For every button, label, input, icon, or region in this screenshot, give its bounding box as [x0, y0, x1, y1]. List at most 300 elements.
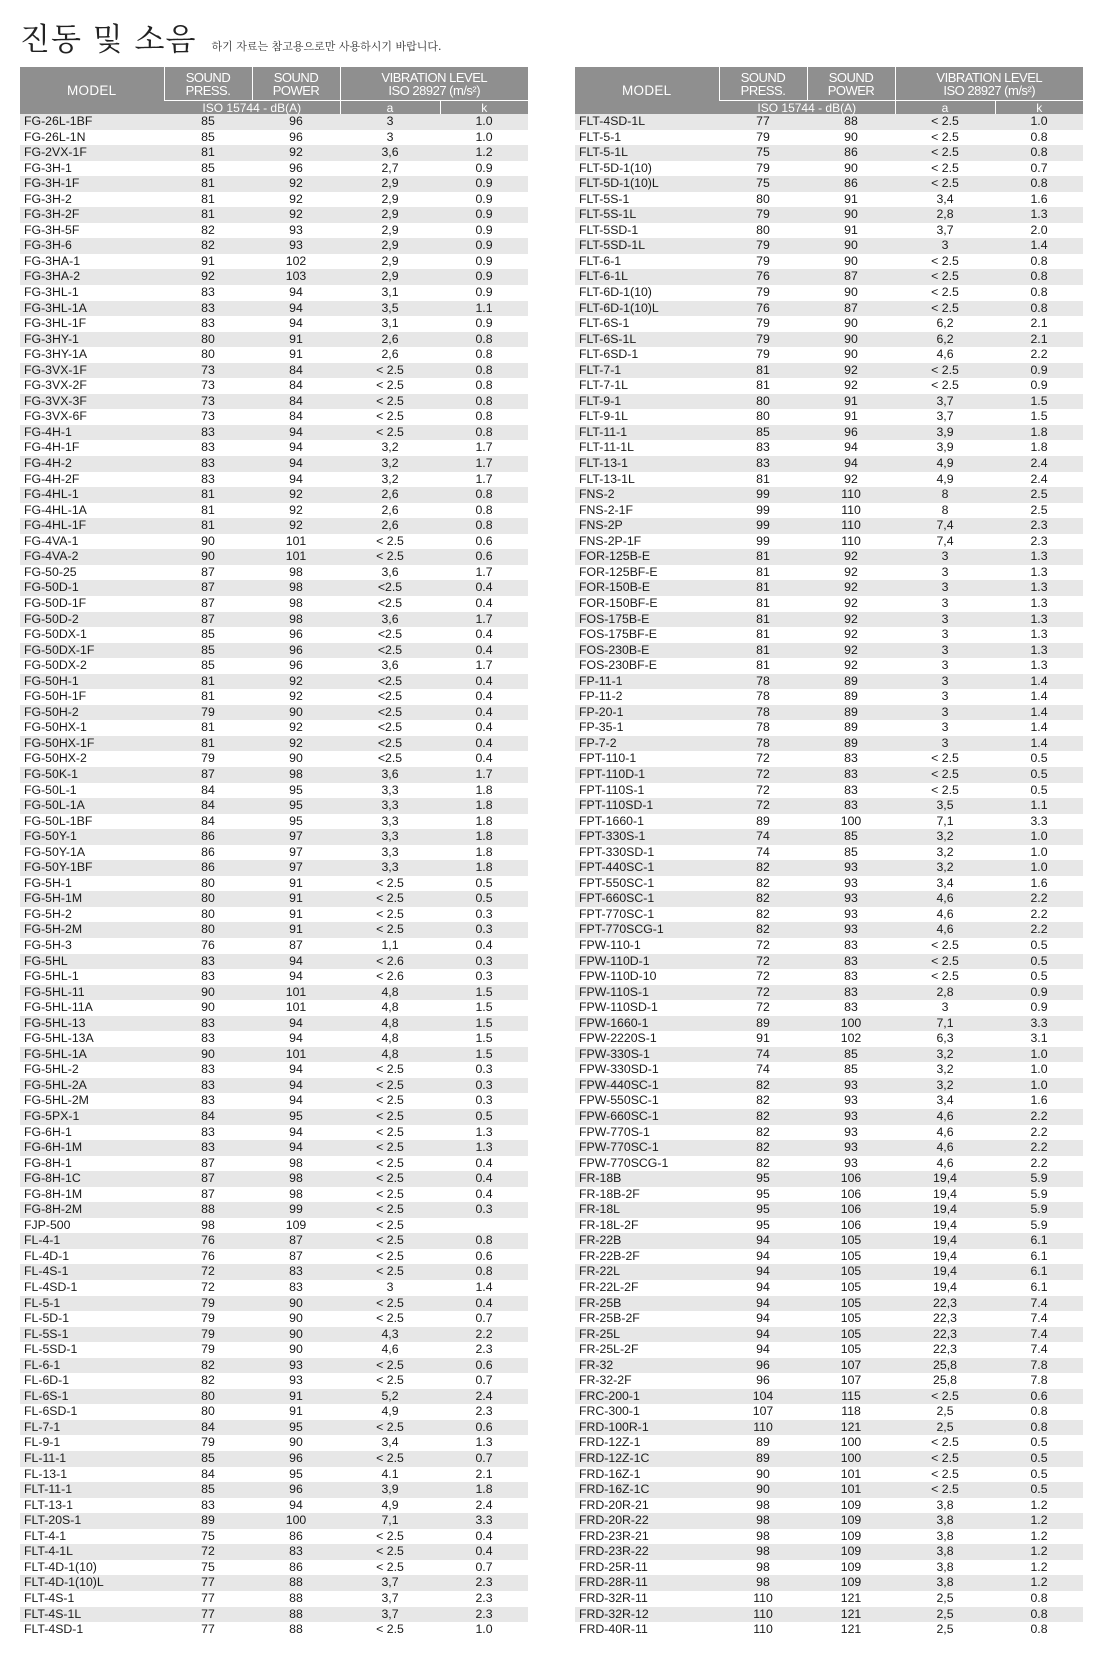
cell-sound-press: 87	[164, 612, 252, 628]
cell-sound-press: 99	[719, 487, 807, 503]
cell-sound-press: 87	[164, 767, 252, 783]
cell-sound-power: 100	[252, 1513, 340, 1529]
cell-sound-press: 72	[164, 1544, 252, 1560]
page-title: 진동 및 소음	[20, 22, 197, 58]
cell-vibration-k: 1.3	[995, 612, 1083, 628]
cell-vibration-k: 0.8	[440, 1233, 528, 1249]
table-row	[20, 1358, 528, 1374]
cell-sound-power: 96	[252, 130, 340, 146]
table-row	[20, 425, 528, 441]
cell-model: FG-50HX-2	[20, 751, 164, 767]
cell-sound-power: 94	[252, 456, 340, 472]
cell-model: FL-11-1	[20, 1451, 164, 1467]
cell-model: FRD-40R-11	[575, 1622, 719, 1638]
cell-model: FG-50D-1F	[20, 596, 164, 612]
cell-vibration-k: 1.0	[995, 114, 1083, 130]
cell-sound-press: 80	[719, 409, 807, 425]
cell-model: FR-32-2F	[575, 1373, 719, 1389]
cell-vibration-k: 0.8	[995, 1607, 1083, 1623]
cell-sound-press: 81	[719, 378, 807, 394]
cell-model: FG-4H-1	[20, 425, 164, 441]
cell-sound-power: 92	[807, 612, 895, 628]
cell-model: FLT-6-1	[575, 254, 719, 270]
cell-sound-power: 85	[807, 1047, 895, 1063]
table-row	[575, 1218, 1083, 1234]
cell-sound-power: 87	[252, 1233, 340, 1249]
cell-sound-press: 110	[719, 1591, 807, 1607]
cell-vibration-a: 7,1	[895, 1016, 995, 1032]
cell-sound-press: 86	[164, 845, 252, 861]
cell-vibration-k: 2.2	[995, 907, 1083, 923]
table-row	[20, 549, 528, 565]
table-row	[20, 130, 528, 146]
cell-vibration-a: 3,2	[895, 845, 995, 861]
cell-vibration-k: 2.3	[995, 534, 1083, 550]
cell-vibration-a: < 2.5	[340, 1264, 440, 1280]
cell-model: FG-3H-5F	[20, 223, 164, 239]
cell-model: FPW-1660-1	[575, 1016, 719, 1032]
cell-vibration-a: 6,3	[895, 1031, 995, 1047]
cell-sound-power: 94	[252, 954, 340, 970]
cell-sound-power: 87	[252, 938, 340, 954]
cell-sound-power: 93	[252, 223, 340, 239]
cell-sound-power: 88	[252, 1622, 340, 1638]
cell-vibration-k: 2.1	[995, 316, 1083, 332]
cell-vibration-k: 1.2	[995, 1529, 1083, 1545]
cell-vibration-a: < 2.5	[340, 1622, 440, 1638]
cell-sound-power: 83	[252, 1280, 340, 1296]
table-header	[575, 67, 1083, 114]
cell-model: FG-5PX-1	[20, 1109, 164, 1125]
table-row	[20, 751, 528, 767]
cell-vibration-a: 3,3	[340, 860, 440, 876]
cell-sound-press: 79	[719, 161, 807, 177]
cell-model: FP-20-1	[575, 705, 719, 721]
cell-sound-press: 81	[719, 565, 807, 581]
table-row	[575, 814, 1083, 830]
cell-vibration-a: 25,8	[895, 1373, 995, 1389]
cell-vibration-k: 0.6	[440, 549, 528, 565]
cell-sound-press: 72	[164, 1264, 252, 1280]
cell-sound-power: 98	[252, 596, 340, 612]
header-sound-power: SOUND POWER	[807, 67, 895, 101]
cell-vibration-k: 1.4	[995, 705, 1083, 721]
table-row	[575, 985, 1083, 1001]
cell-sound-power: 92	[807, 643, 895, 659]
cell-sound-power: 92	[252, 518, 340, 534]
cell-vibration-k: 0.8	[440, 503, 528, 519]
cell-vibration-a: < 2.5	[895, 130, 995, 146]
cell-model: FLT-9-1	[575, 394, 719, 410]
cell-vibration-a: 3,2	[895, 1062, 995, 1078]
cell-vibration-k: 1.0	[440, 114, 528, 130]
cell-sound-power: 86	[252, 1560, 340, 1576]
cell-vibration-a: < 2.5	[340, 1560, 440, 1576]
table-row	[575, 1031, 1083, 1047]
cell-sound-press: 96	[719, 1373, 807, 1389]
cell-sound-press: 75	[719, 145, 807, 161]
cell-sound-press: 85	[164, 1482, 252, 1498]
cell-vibration-k: 0.7	[440, 1311, 528, 1327]
table-row	[20, 1280, 528, 1296]
table-row	[575, 1513, 1083, 1529]
cell-vibration-a: < 2.5	[895, 969, 995, 985]
cell-sound-press: 91	[719, 1031, 807, 1047]
cell-sound-press: 77	[164, 1575, 252, 1591]
cell-vibration-k: 7.8	[995, 1358, 1083, 1374]
cell-vibration-a: 3,8	[895, 1513, 995, 1529]
cell-sound-press: 81	[719, 549, 807, 565]
cell-model: FLT-6S-1	[575, 316, 719, 332]
cell-vibration-k: 0.4	[440, 736, 528, 752]
cell-vibration-a: 4,6	[895, 907, 995, 923]
table-row	[575, 440, 1083, 456]
table-row	[575, 161, 1083, 177]
table-row	[20, 1482, 528, 1498]
table-row	[575, 130, 1083, 146]
cell-vibration-k: 7.4	[995, 1311, 1083, 1327]
cell-vibration-k: 7.8	[995, 1373, 1083, 1389]
cell-vibration-a: 7,4	[895, 518, 995, 534]
cell-sound-press: 98	[164, 1218, 252, 1234]
cell-sound-power: 85	[807, 1062, 895, 1078]
cell-model: FG-4HL-1F	[20, 518, 164, 534]
cell-model: FG-3VX-1F	[20, 363, 164, 379]
table-row	[575, 1622, 1083, 1638]
cell-model: FG-50H-1	[20, 674, 164, 690]
page-subtitle: 하기 자료는 참고용으로만 사용하시기 바랍니다.	[211, 40, 442, 53]
cell-vibration-a: <2.5	[340, 580, 440, 596]
cell-sound-press: 82	[719, 876, 807, 892]
cell-sound-press: 84	[164, 1467, 252, 1483]
table-row	[20, 1156, 528, 1172]
cell-model: FOR-125BF-E	[575, 565, 719, 581]
cell-model: FOS-230BF-E	[575, 658, 719, 674]
cell-sound-press: 80	[164, 1389, 252, 1405]
table-row	[575, 378, 1083, 394]
cell-model: FPT-330S-1	[575, 829, 719, 845]
table-row	[20, 332, 528, 348]
cell-sound-power: 110	[807, 503, 895, 519]
cell-sound-power: 100	[807, 814, 895, 830]
cell-vibration-a: < 2.5	[340, 425, 440, 441]
cell-sound-power: 89	[807, 736, 895, 752]
cell-vibration-a: 3,8	[895, 1575, 995, 1591]
cell-vibration-k: 1.0	[995, 1047, 1083, 1063]
cell-model: FLT-5D-1(10)L	[575, 176, 719, 192]
table-row	[20, 1249, 528, 1265]
cell-sound-power: 83	[807, 954, 895, 970]
cell-sound-power: 106	[807, 1187, 895, 1203]
cell-sound-power: 121	[807, 1607, 895, 1623]
cell-sound-press: 83	[164, 316, 252, 332]
cell-vibration-a: 3,1	[340, 316, 440, 332]
cell-sound-power: 91	[807, 192, 895, 208]
cell-vibration-k: 0.8	[995, 1591, 1083, 1607]
cell-sound-press: 89	[719, 814, 807, 830]
table-row	[20, 674, 528, 690]
cell-vibration-a: < 2.5	[895, 783, 995, 799]
cell-sound-power: 91	[252, 332, 340, 348]
cell-vibration-k: 6.1	[995, 1264, 1083, 1280]
cell-vibration-k: 1.3	[995, 643, 1083, 659]
cell-vibration-k: 1.0	[995, 860, 1083, 876]
cell-sound-press: 84	[164, 1420, 252, 1436]
cell-model: FOS-175B-E	[575, 612, 719, 628]
table-row	[20, 1093, 528, 1109]
cell-sound-power: 83	[807, 798, 895, 814]
cell-sound-press: 75	[164, 1529, 252, 1545]
cell-vibration-k: 0.6	[995, 1389, 1083, 1405]
cell-vibration-k: 0.8	[440, 487, 528, 503]
table-row	[20, 503, 528, 519]
cell-vibration-a: 19,4	[895, 1218, 995, 1234]
cell-model: FPW-110S-1	[575, 985, 719, 1001]
cell-vibration-k: 0.9	[995, 985, 1083, 1001]
cell-vibration-a: 3,8	[895, 1544, 995, 1560]
cell-sound-press: 85	[164, 658, 252, 674]
cell-sound-power: 94	[252, 1498, 340, 1514]
cell-vibration-k: 1.8	[440, 814, 528, 830]
cell-sound-press: 84	[164, 783, 252, 799]
cell-vibration-k: 2.1	[995, 332, 1083, 348]
cell-vibration-a: 2,5	[895, 1420, 995, 1436]
table-row	[575, 394, 1083, 410]
cell-vibration-a: 3,4	[895, 1093, 995, 1109]
cell-sound-press: 72	[719, 954, 807, 970]
table-row	[20, 1622, 528, 1638]
cell-vibration-k: 1.8	[440, 783, 528, 799]
cell-vibration-k: 0.3	[440, 954, 528, 970]
cell-vibration-k: 1.3	[440, 1125, 528, 1141]
cell-vibration-a: 3,2	[895, 1047, 995, 1063]
cell-model: FPW-110-1	[575, 938, 719, 954]
cell-vibration-a: < 2.5	[895, 954, 995, 970]
cell-vibration-k: 1.3	[440, 1435, 528, 1451]
cell-vibration-a: 3	[895, 689, 995, 705]
table-row	[575, 301, 1083, 317]
cell-vibration-k: 2.1	[440, 1467, 528, 1483]
cell-vibration-a: < 2.5	[895, 176, 995, 192]
cell-vibration-k: 2.3	[440, 1404, 528, 1420]
cell-vibration-a: 4,8	[340, 1047, 440, 1063]
cell-model: FG-50HX-1	[20, 720, 164, 736]
cell-sound-power: 83	[807, 1000, 895, 1016]
table-row	[20, 487, 528, 503]
cell-sound-press: 81	[719, 658, 807, 674]
cell-sound-power: 94	[252, 1062, 340, 1078]
cell-vibration-a: 22,3	[895, 1327, 995, 1343]
cell-sound-press: 85	[164, 627, 252, 643]
cell-sound-power: 105	[807, 1311, 895, 1327]
cell-vibration-k: 1.7	[440, 472, 528, 488]
cell-model: FPT-110-1	[575, 751, 719, 767]
table-row	[575, 285, 1083, 301]
table-row	[20, 1233, 528, 1249]
cell-sound-power: 97	[252, 845, 340, 861]
cell-model: FR-25B-2F	[575, 1311, 719, 1327]
cell-sound-press: 96	[719, 1358, 807, 1374]
cell-sound-power: 94	[252, 440, 340, 456]
cell-vibration-k: 0.8	[440, 378, 528, 394]
cell-sound-press: 81	[719, 596, 807, 612]
cell-vibration-a: 3,2	[895, 860, 995, 876]
cell-vibration-k: 0.3	[440, 969, 528, 985]
cell-sound-press: 76	[164, 1249, 252, 1265]
cell-sound-power: 92	[807, 565, 895, 581]
cell-vibration-a: 3,7	[895, 409, 995, 425]
cell-vibration-k: 0.9	[440, 316, 528, 332]
cell-vibration-k: 0.8	[440, 363, 528, 379]
cell-vibration-a: 4,6	[895, 1156, 995, 1172]
table-row	[20, 1560, 528, 1576]
cell-sound-power: 115	[807, 1389, 895, 1405]
cell-model: FL-5SD-1	[20, 1342, 164, 1358]
cell-vibration-a: 3,3	[340, 845, 440, 861]
table-row	[575, 783, 1083, 799]
cell-model: FRC-300-1	[575, 1404, 719, 1420]
cell-vibration-k: 2.3	[440, 1591, 528, 1607]
table-row	[20, 1342, 528, 1358]
cell-sound-press: 80	[719, 223, 807, 239]
table-row	[575, 1575, 1083, 1591]
table-row	[20, 969, 528, 985]
table-row	[20, 891, 528, 907]
table-row	[575, 503, 1083, 519]
cell-model: FG-3HL-1F	[20, 316, 164, 332]
cell-vibration-a: < 2.5	[340, 549, 440, 565]
cell-model: FR-18B-2F	[575, 1187, 719, 1203]
cell-vibration-k: 1.0	[995, 1062, 1083, 1078]
cell-model: FRD-23R-21	[575, 1529, 719, 1545]
cell-sound-press: 87	[164, 596, 252, 612]
table-row	[20, 1404, 528, 1420]
cell-sound-power: 96	[252, 658, 340, 674]
cell-sound-power: 105	[807, 1296, 895, 1312]
cell-sound-press: 83	[164, 1078, 252, 1094]
table-row	[20, 378, 528, 394]
table-row	[575, 1109, 1083, 1125]
cell-vibration-a: 3,7	[895, 394, 995, 410]
cell-model: FG-5HL-2	[20, 1062, 164, 1078]
cell-model: FR-22B	[575, 1233, 719, 1249]
cell-sound-press: 95	[719, 1187, 807, 1203]
cell-sound-press: 81	[164, 192, 252, 208]
cell-vibration-a: < 2.5	[895, 145, 995, 161]
cell-vibration-a: 3	[895, 720, 995, 736]
cell-vibration-a: 3	[895, 549, 995, 565]
cell-sound-press: 88	[164, 1202, 252, 1218]
table-row	[20, 440, 528, 456]
cell-sound-press: 90	[164, 549, 252, 565]
table-row	[20, 316, 528, 332]
cell-vibration-a: 4,8	[340, 985, 440, 1001]
cell-vibration-k: 0.9	[995, 378, 1083, 394]
table-row	[575, 1202, 1083, 1218]
cell-sound-power: 94	[252, 1031, 340, 1047]
cell-vibration-a: 3	[895, 643, 995, 659]
cell-model: FRD-16Z-1	[575, 1467, 719, 1483]
cell-vibration-k: 1.6	[995, 1093, 1083, 1109]
cell-vibration-a: 2,8	[895, 985, 995, 1001]
cell-sound-power: 106	[807, 1171, 895, 1187]
cell-vibration-a: 2,9	[340, 223, 440, 239]
table-row	[575, 689, 1083, 705]
cell-vibration-a: 19,4	[895, 1264, 995, 1280]
cell-model: FL-6D-1	[20, 1373, 164, 1389]
table-row	[575, 409, 1083, 425]
cell-sound-press: 80	[719, 192, 807, 208]
table-row	[20, 238, 528, 254]
cell-model: FG-50-25	[20, 565, 164, 581]
cell-sound-press: 81	[164, 176, 252, 192]
cell-model: FG-8H-1M	[20, 1187, 164, 1203]
cell-sound-press: 82	[719, 1156, 807, 1172]
table-row	[20, 565, 528, 581]
cell-vibration-a: < 2.5	[895, 938, 995, 954]
cell-model: FLT-6D-1(10)	[575, 285, 719, 301]
cell-sound-press: 83	[164, 1093, 252, 1109]
table-row	[575, 487, 1083, 503]
cell-vibration-a: < 2.5	[895, 1482, 995, 1498]
cell-sound-press: 110	[719, 1607, 807, 1623]
cell-sound-power: 97	[252, 860, 340, 876]
cell-vibration-k: 0.4	[440, 674, 528, 690]
table-row	[575, 705, 1083, 721]
cell-model: FRD-32R-11	[575, 1591, 719, 1607]
cell-vibration-k: 0.5	[995, 1435, 1083, 1451]
table-row	[20, 1373, 528, 1389]
cell-vibration-a: 3	[895, 238, 995, 254]
cell-sound-power: 90	[252, 705, 340, 721]
cell-model: FG-5HL-13A	[20, 1031, 164, 1047]
cell-model: FP-7-2	[575, 736, 719, 752]
cell-model: FJP-500	[20, 1218, 164, 1234]
table-row	[575, 1233, 1083, 1249]
table-row	[20, 689, 528, 705]
cell-vibration-a: < 2.5	[340, 409, 440, 425]
cell-vibration-a: <2.5	[340, 751, 440, 767]
cell-model: FPT-110S-1	[575, 783, 719, 799]
cell-sound-press: 80	[164, 891, 252, 907]
cell-vibration-a: 3,3	[340, 814, 440, 830]
cell-sound-press: 79	[719, 347, 807, 363]
table-row	[20, 954, 528, 970]
header-vibration: VIBRATION LEVEL ISO 28927 (m/s²)	[895, 67, 1083, 101]
table-row	[575, 1093, 1083, 1109]
cell-sound-power: 109	[807, 1560, 895, 1576]
cell-vibration-a: <2.5	[340, 596, 440, 612]
cell-vibration-k: 7.4	[995, 1296, 1083, 1312]
cell-sound-power: 96	[252, 643, 340, 659]
table-row	[575, 549, 1083, 565]
cell-sound-power: 90	[807, 285, 895, 301]
cell-vibration-k: 1.4	[995, 689, 1083, 705]
cell-sound-press: 83	[719, 440, 807, 456]
cell-sound-power: 94	[252, 425, 340, 441]
cell-vibration-k: 2.5	[995, 503, 1083, 519]
cell-model: FG-3HA-2	[20, 269, 164, 285]
cell-vibration-a: < 2.5	[895, 378, 995, 394]
cell-sound-power: 105	[807, 1264, 895, 1280]
cell-sound-press: 74	[719, 845, 807, 861]
cell-sound-power: 95	[252, 1467, 340, 1483]
table-row	[20, 269, 528, 285]
cell-model: FG-5H-3	[20, 938, 164, 954]
cell-sound-power: 91	[807, 223, 895, 239]
table-row	[20, 1218, 528, 1234]
cell-vibration-k: 1.2	[995, 1513, 1083, 1529]
